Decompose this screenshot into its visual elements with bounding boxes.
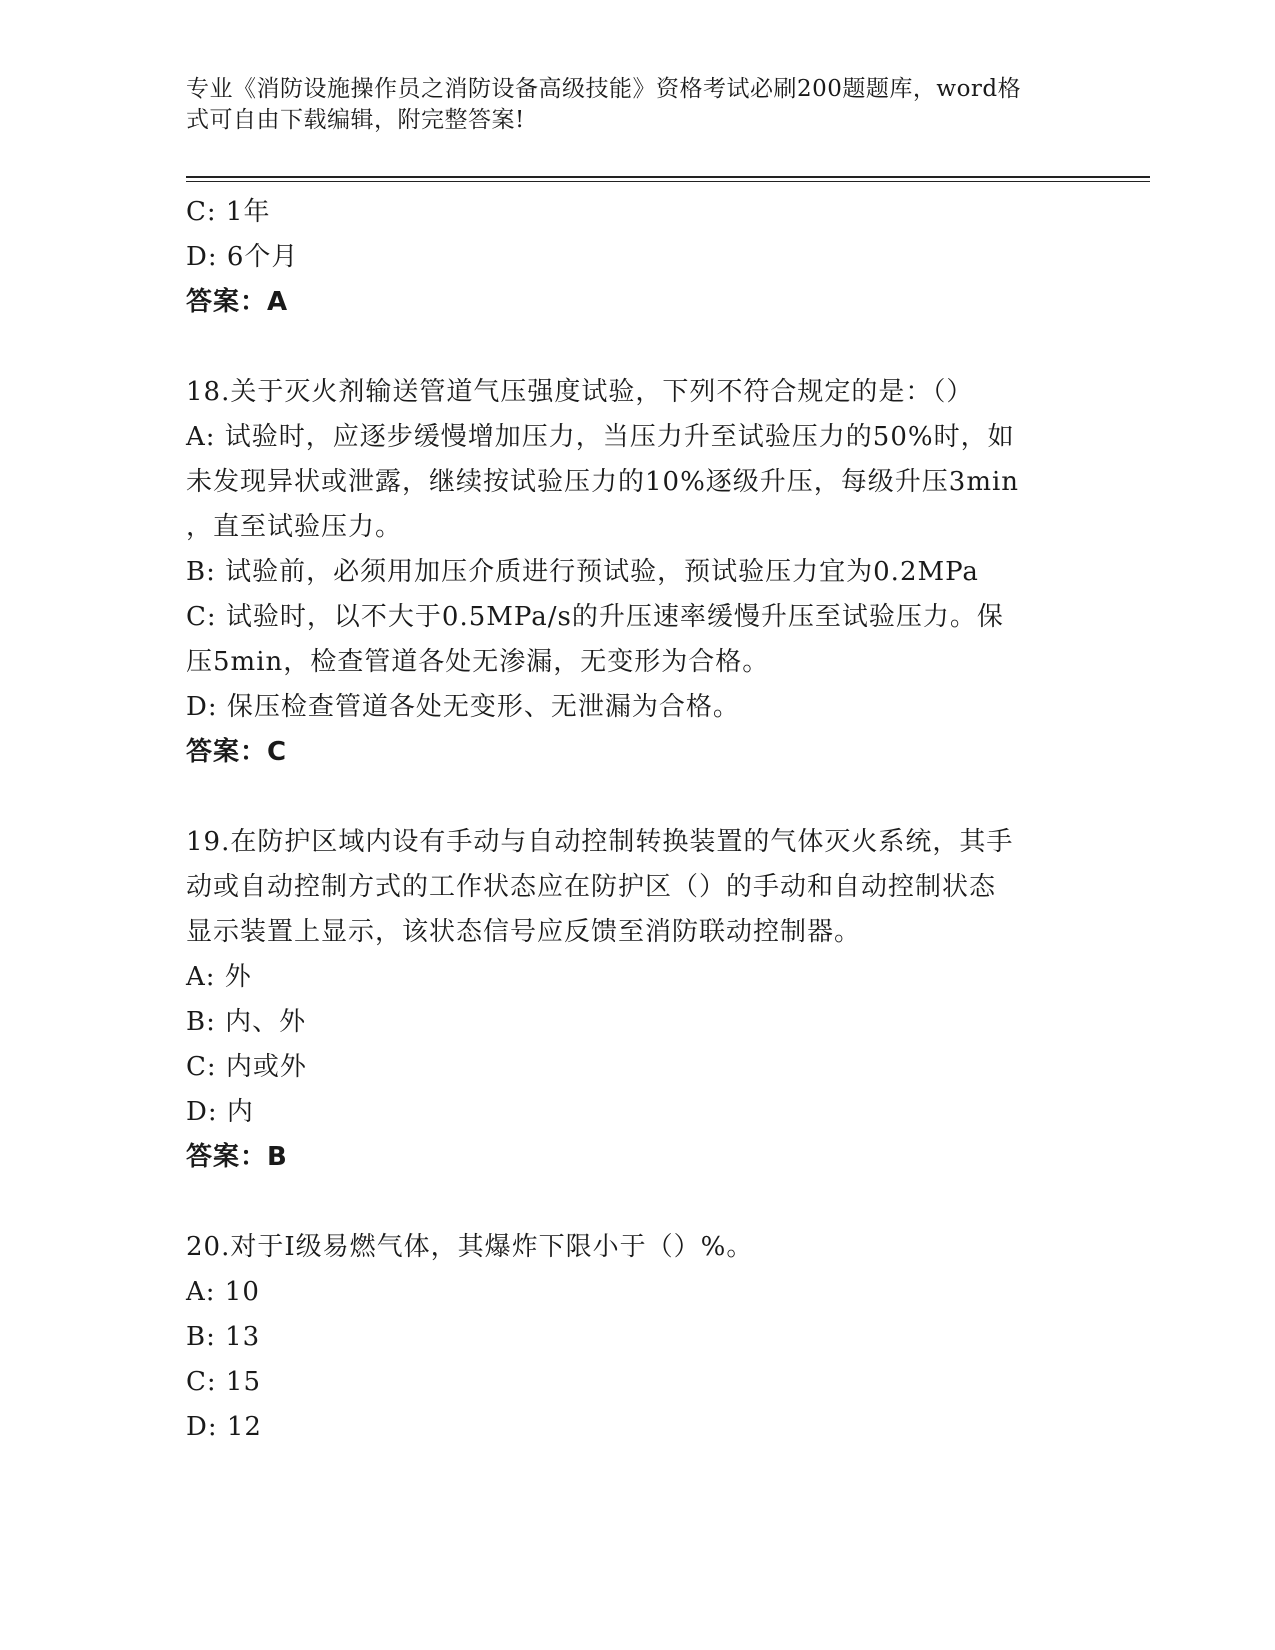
option-d: D: 12 xyxy=(186,1412,262,1442)
answer-line: 答案：C xyxy=(186,737,288,767)
header-line-1: 专业《消防设施操作员之消防设备高级技能》资格考试必刷200题题库，word格 xyxy=(186,76,1022,102)
option-a-continued: 未发现异状或泄露，继续按试验压力的10%逐级升压，每级升压3min xyxy=(186,467,1020,497)
question-stem-continued: 动或自动控制方式的工作状态应在防护区（）的手动和自动控制状态 xyxy=(186,872,997,902)
option-a: A: 试验时，应逐步缓慢增加压力，当压力升至试验压力的50%时，如 xyxy=(186,422,1015,452)
spacer xyxy=(186,325,1086,370)
header-rule-thick xyxy=(186,176,1150,178)
option-c: C: 1年 xyxy=(186,197,271,227)
option-b: B: 13 xyxy=(186,1322,261,1352)
question-content xyxy=(186,190,1086,1450)
spacer xyxy=(186,775,1086,820)
option-c: C: 15 xyxy=(186,1367,262,1397)
header-rule-thin xyxy=(186,181,1150,182)
question-stem: 20.对于Ⅰ级易燃气体，其爆炸下限小于（）%。 xyxy=(186,1232,754,1262)
option-d: D: 内 xyxy=(186,1097,254,1127)
option-a-continued: ，直至试验压力。 xyxy=(186,512,403,542)
previous-question-block xyxy=(186,190,1086,325)
answer-line: 答案：A xyxy=(186,287,289,317)
option-a: A: 10 xyxy=(186,1277,260,1307)
option-d: D: 保压检查管道各处无变形、无泄漏为合格。 xyxy=(186,692,740,722)
answer-line: 答案：B xyxy=(186,1142,288,1172)
header-line-2: 式可自由下载编辑，附完整答案! xyxy=(186,107,525,133)
question-20 xyxy=(186,1225,1086,1450)
spacer xyxy=(186,1180,1086,1225)
option-b: B: 试验前，必须用加压介质进行预试验，预试验压力宜为0.2MPa xyxy=(186,557,979,587)
option-b: B: 内、外 xyxy=(186,1007,307,1037)
option-d: D: 6个月 xyxy=(186,242,299,272)
document-header xyxy=(186,74,1086,136)
question-19 xyxy=(186,820,1086,1180)
option-a: A: 外 xyxy=(186,962,252,992)
question-stem-continued: 显示装置上显示，该状态信号应反馈至消防联动控制器。 xyxy=(186,917,862,947)
question-stem: 18.关于灭火剂输送管道气压强度试验，下列不符合规定的是：（） xyxy=(186,377,974,407)
question-stem: 19.在防护区域内设有手动与自动控制转换装置的气体灭火系统，其手 xyxy=(186,827,1014,857)
option-c: C: 试验时，以不大于0.5MPa/s的升压速率缓慢升压至试验压力。保 xyxy=(186,602,1004,632)
question-18 xyxy=(186,370,1086,775)
option-c: C: 内或外 xyxy=(186,1052,307,1082)
option-c-continued: 压5min，检查管道各处无渗漏，无变形为合格。 xyxy=(186,647,770,677)
